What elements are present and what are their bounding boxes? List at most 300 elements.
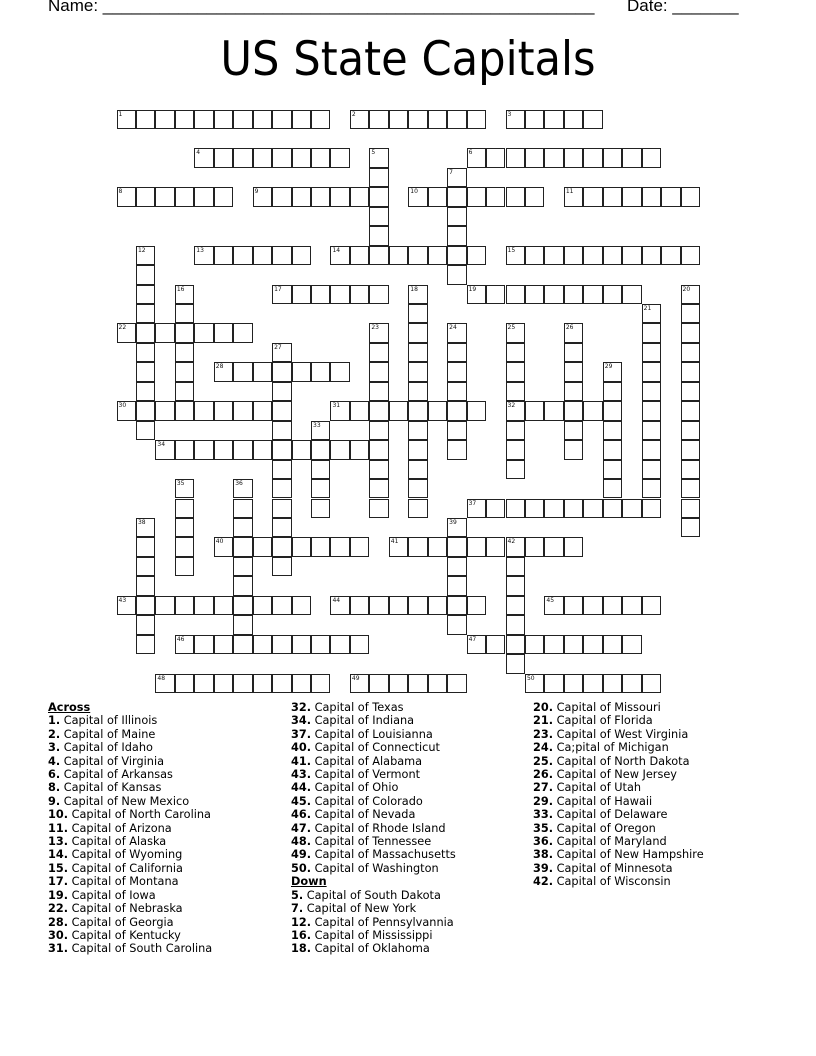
crossword-cell[interactable]: [428, 596, 447, 615]
crossword-cell[interactable]: [544, 401, 563, 420]
crossword-cell[interactable]: [622, 187, 641, 206]
crossword-cell[interactable]: [253, 674, 272, 693]
crossword-cell[interactable]: [350, 401, 369, 420]
crossword-cell[interactable]: [681, 421, 700, 440]
crossword-cell[interactable]: [272, 382, 291, 401]
crossword-cell[interactable]: [292, 635, 311, 654]
crossword-cell[interactable]: [369, 440, 388, 459]
crossword-cell[interactable]: [681, 187, 700, 206]
crossword-cell[interactable]: [117, 401, 136, 420]
crossword-cell[interactable]: [253, 537, 272, 556]
crossword-cell[interactable]: [544, 596, 563, 615]
crossword-cell[interactable]: [311, 460, 330, 479]
crossword-cell[interactable]: [467, 499, 486, 518]
crossword-cell[interactable]: [506, 596, 525, 615]
crossword-cell[interactable]: [642, 246, 661, 265]
crossword-cell[interactable]: [525, 674, 544, 693]
crossword-cell[interactable]: [175, 285, 194, 304]
crossword-cell[interactable]: [408, 421, 427, 440]
crossword-cell[interactable]: [564, 596, 583, 615]
crossword-cell[interactable]: [233, 576, 252, 595]
crossword-cell[interactable]: [506, 285, 525, 304]
crossword-cell[interactable]: [155, 440, 174, 459]
crossword-cell[interactable]: [603, 440, 622, 459]
crossword-cell[interactable]: [194, 187, 213, 206]
crossword-cell[interactable]: [408, 537, 427, 556]
crossword-cell[interactable]: [175, 304, 194, 323]
crossword-cell[interactable]: [467, 148, 486, 167]
crossword-cell[interactable]: [272, 460, 291, 479]
crossword-cell[interactable]: [506, 635, 525, 654]
crossword-cell[interactable]: [525, 148, 544, 167]
crossword-cell[interactable]: [544, 285, 563, 304]
crossword-cell[interactable]: [369, 596, 388, 615]
crossword-cell[interactable]: [544, 148, 563, 167]
crossword-cell[interactable]: [506, 654, 525, 673]
crossword-cell[interactable]: [564, 401, 583, 420]
crossword-cell[interactable]: [311, 635, 330, 654]
crossword-cell[interactable]: [272, 635, 291, 654]
crossword-cell[interactable]: [292, 110, 311, 129]
crossword-cell[interactable]: [155, 401, 174, 420]
crossword-cell[interactable]: [136, 246, 155, 265]
crossword-cell[interactable]: [428, 401, 447, 420]
crossword-cell[interactable]: [408, 110, 427, 129]
crossword-cell[interactable]: [369, 323, 388, 342]
crossword-cell[interactable]: [447, 110, 466, 129]
crossword-cell[interactable]: [330, 362, 349, 381]
crossword-cell[interactable]: [350, 187, 369, 206]
crossword-cell[interactable]: [681, 285, 700, 304]
crossword-cell[interactable]: [447, 382, 466, 401]
crossword-cell[interactable]: [214, 246, 233, 265]
crossword-cell[interactable]: [525, 499, 544, 518]
crossword-cell[interactable]: [311, 110, 330, 129]
crossword-cell[interactable]: [136, 635, 155, 654]
crossword-cell[interactable]: [272, 148, 291, 167]
crossword-cell[interactable]: [292, 440, 311, 459]
crossword-cell[interactable]: [681, 304, 700, 323]
crossword-cell[interactable]: [369, 187, 388, 206]
crossword-cell[interactable]: [467, 285, 486, 304]
crossword-cell[interactable]: [506, 382, 525, 401]
crossword-cell[interactable]: [467, 537, 486, 556]
crossword-cell[interactable]: [525, 187, 544, 206]
crossword-cell[interactable]: [583, 110, 602, 129]
crossword-cell[interactable]: [136, 557, 155, 576]
crossword-cell[interactable]: [642, 479, 661, 498]
crossword-cell[interactable]: [350, 537, 369, 556]
crossword-cell[interactable]: [369, 168, 388, 187]
crossword-cell[interactable]: [311, 285, 330, 304]
crossword-cell[interactable]: [311, 187, 330, 206]
crossword-cell[interactable]: [175, 635, 194, 654]
crossword-cell[interactable]: [117, 110, 136, 129]
crossword-cell[interactable]: [389, 110, 408, 129]
crossword-cell[interactable]: [330, 148, 349, 167]
crossword-cell[interactable]: [369, 382, 388, 401]
crossword-cell[interactable]: [525, 110, 544, 129]
crossword-cell[interactable]: [564, 635, 583, 654]
crossword-cell[interactable]: [233, 440, 252, 459]
crossword-cell[interactable]: [564, 382, 583, 401]
crossword-cell[interactable]: [292, 537, 311, 556]
crossword-cell[interactable]: [467, 596, 486, 615]
crossword-cell[interactable]: [681, 401, 700, 420]
crossword-cell[interactable]: [603, 187, 622, 206]
crossword-cell[interactable]: [194, 674, 213, 693]
crossword-cell[interactable]: [486, 187, 505, 206]
crossword-cell[interactable]: [253, 110, 272, 129]
crossword-cell[interactable]: [272, 401, 291, 420]
crossword-cell[interactable]: [117, 596, 136, 615]
crossword-cell[interactable]: [136, 362, 155, 381]
crossword-cell[interactable]: [583, 674, 602, 693]
crossword-cell[interactable]: [389, 596, 408, 615]
crossword-cell[interactable]: [233, 537, 252, 556]
crossword-cell[interactable]: [408, 187, 427, 206]
crossword-cell[interactable]: [408, 440, 427, 459]
crossword-cell[interactable]: [642, 460, 661, 479]
crossword-cell[interactable]: [136, 265, 155, 284]
crossword-cell[interactable]: [622, 635, 641, 654]
crossword-cell[interactable]: [408, 323, 427, 342]
crossword-cell[interactable]: [603, 460, 622, 479]
crossword-cell[interactable]: [194, 148, 213, 167]
crossword-cell[interactable]: [681, 440, 700, 459]
crossword-cell[interactable]: [506, 557, 525, 576]
crossword-cell[interactable]: [447, 596, 466, 615]
crossword-cell[interactable]: [544, 635, 563, 654]
crossword-cell[interactable]: [408, 285, 427, 304]
crossword-cell[interactable]: [272, 110, 291, 129]
crossword-cell[interactable]: [136, 343, 155, 362]
crossword-cell[interactable]: [447, 674, 466, 693]
crossword-cell[interactable]: [622, 499, 641, 518]
crossword-cell[interactable]: [292, 148, 311, 167]
crossword-cell[interactable]: [233, 401, 252, 420]
crossword-cell[interactable]: [642, 421, 661, 440]
crossword-cell[interactable]: [544, 674, 563, 693]
crossword-cell[interactable]: [603, 674, 622, 693]
crossword-cell[interactable]: [369, 460, 388, 479]
crossword-cell[interactable]: [155, 187, 174, 206]
crossword-cell[interactable]: [447, 226, 466, 245]
crossword-cell[interactable]: [175, 440, 194, 459]
crossword-cell[interactable]: [681, 499, 700, 518]
crossword-cell[interactable]: [642, 674, 661, 693]
crossword-cell[interactable]: [408, 479, 427, 498]
crossword-cell[interactable]: [136, 596, 155, 615]
crossword-cell[interactable]: [544, 499, 563, 518]
crossword-cell[interactable]: [136, 537, 155, 556]
crossword-cell[interactable]: [136, 110, 155, 129]
crossword-cell[interactable]: [233, 635, 252, 654]
crossword-cell[interactable]: [253, 596, 272, 615]
crossword-cell[interactable]: [486, 148, 505, 167]
crossword-cell[interactable]: [175, 479, 194, 498]
crossword-cell[interactable]: [136, 323, 155, 342]
crossword-cell[interactable]: [136, 382, 155, 401]
crossword-cell[interactable]: [311, 362, 330, 381]
crossword-cell[interactable]: [369, 246, 388, 265]
crossword-cell[interactable]: [175, 382, 194, 401]
crossword-cell[interactable]: [194, 596, 213, 615]
crossword-cell[interactable]: [681, 382, 700, 401]
crossword-cell[interactable]: [233, 148, 252, 167]
crossword-cell[interactable]: [194, 323, 213, 342]
crossword-cell[interactable]: [525, 537, 544, 556]
crossword-cell[interactable]: [447, 440, 466, 459]
crossword-cell[interactable]: [272, 440, 291, 459]
crossword-cell[interactable]: [214, 362, 233, 381]
crossword-cell[interactable]: [506, 537, 525, 556]
crossword-cell[interactable]: [350, 596, 369, 615]
crossword-cell[interactable]: [369, 343, 388, 362]
crossword-cell[interactable]: [233, 362, 252, 381]
crossword-cell[interactable]: [233, 615, 252, 634]
crossword-cell[interactable]: [408, 401, 427, 420]
crossword-cell[interactable]: [447, 615, 466, 634]
crossword-cell[interactable]: [292, 596, 311, 615]
crossword-cell[interactable]: [564, 246, 583, 265]
crossword-cell[interactable]: [350, 246, 369, 265]
crossword-cell[interactable]: [155, 674, 174, 693]
crossword-cell[interactable]: [428, 537, 447, 556]
crossword-cell[interactable]: [447, 362, 466, 381]
crossword-cell[interactable]: [136, 285, 155, 304]
crossword-cell[interactable]: [369, 401, 388, 420]
crossword-cell[interactable]: [661, 246, 680, 265]
crossword-cell[interactable]: [233, 596, 252, 615]
crossword-cell[interactable]: [350, 635, 369, 654]
crossword-cell[interactable]: [214, 596, 233, 615]
crossword-cell[interactable]: [155, 110, 174, 129]
crossword-cell[interactable]: [253, 401, 272, 420]
crossword-cell[interactable]: [603, 285, 622, 304]
crossword-cell[interactable]: [681, 479, 700, 498]
crossword-cell[interactable]: [564, 148, 583, 167]
crossword-cell[interactable]: [136, 576, 155, 595]
crossword-cell[interactable]: [603, 499, 622, 518]
crossword-cell[interactable]: [389, 246, 408, 265]
crossword-cell[interactable]: [622, 674, 641, 693]
crossword-cell[interactable]: [369, 362, 388, 381]
crossword-cell[interactable]: [642, 596, 661, 615]
crossword-cell[interactable]: [330, 401, 349, 420]
crossword-cell[interactable]: [681, 518, 700, 537]
crossword-cell[interactable]: [603, 382, 622, 401]
crossword-cell[interactable]: [583, 285, 602, 304]
crossword-cell[interactable]: [506, 246, 525, 265]
crossword-cell[interactable]: [622, 246, 641, 265]
crossword-cell[interactable]: [369, 479, 388, 498]
crossword-cell[interactable]: [603, 148, 622, 167]
crossword-cell[interactable]: [233, 110, 252, 129]
crossword-cell[interactable]: [506, 576, 525, 595]
crossword-cell[interactable]: [311, 440, 330, 459]
crossword-cell[interactable]: [194, 440, 213, 459]
crossword-cell[interactable]: [175, 557, 194, 576]
crossword-cell[interactable]: [564, 421, 583, 440]
crossword-cell[interactable]: [506, 499, 525, 518]
crossword-cell[interactable]: [253, 187, 272, 206]
crossword-cell[interactable]: [175, 537, 194, 556]
crossword-cell[interactable]: [272, 187, 291, 206]
crossword-cell[interactable]: [447, 576, 466, 595]
crossword-cell[interactable]: [681, 343, 700, 362]
crossword-cell[interactable]: [564, 285, 583, 304]
crossword-cell[interactable]: [447, 187, 466, 206]
crossword-cell[interactable]: [350, 285, 369, 304]
crossword-cell[interactable]: [389, 401, 408, 420]
crossword-cell[interactable]: [583, 401, 602, 420]
crossword-cell[interactable]: [447, 537, 466, 556]
crossword-cell[interactable]: [330, 440, 349, 459]
crossword-cell[interactable]: [214, 187, 233, 206]
crossword-cell[interactable]: [214, 537, 233, 556]
crossword-cell[interactable]: [622, 148, 641, 167]
crossword-cell[interactable]: [564, 499, 583, 518]
crossword-cell[interactable]: [369, 110, 388, 129]
crossword-cell[interactable]: [486, 537, 505, 556]
crossword-cell[interactable]: [136, 421, 155, 440]
crossword-cell[interactable]: [389, 537, 408, 556]
crossword-cell[interactable]: [506, 323, 525, 342]
crossword-cell[interactable]: [233, 518, 252, 537]
crossword-cell[interactable]: [525, 246, 544, 265]
crossword-cell[interactable]: [642, 382, 661, 401]
crossword-cell[interactable]: [292, 285, 311, 304]
crossword-cell[interactable]: [447, 518, 466, 537]
crossword-cell[interactable]: [330, 187, 349, 206]
crossword-cell[interactable]: [272, 362, 291, 381]
crossword-cell[interactable]: [642, 362, 661, 381]
crossword-cell[interactable]: [330, 285, 349, 304]
crossword-cell[interactable]: [117, 323, 136, 342]
crossword-cell[interactable]: [155, 596, 174, 615]
crossword-cell[interactable]: [525, 635, 544, 654]
crossword-cell[interactable]: [272, 518, 291, 537]
crossword-cell[interactable]: [544, 537, 563, 556]
crossword-cell[interactable]: [642, 148, 661, 167]
crossword-cell[interactable]: [369, 207, 388, 226]
crossword-cell[interactable]: [311, 479, 330, 498]
crossword-cell[interactable]: [233, 479, 252, 498]
crossword-cell[interactable]: [175, 187, 194, 206]
crossword-cell[interactable]: [506, 440, 525, 459]
crossword-cell[interactable]: [408, 674, 427, 693]
crossword-cell[interactable]: [447, 323, 466, 342]
crossword-cell[interactable]: [350, 440, 369, 459]
crossword-cell[interactable]: [428, 187, 447, 206]
crossword-cell[interactable]: [233, 323, 252, 342]
crossword-cell[interactable]: [136, 518, 155, 537]
crossword-cell[interactable]: [506, 421, 525, 440]
crossword-cell[interactable]: [467, 246, 486, 265]
crossword-cell[interactable]: [622, 596, 641, 615]
crossword-cell[interactable]: [408, 246, 427, 265]
crossword-cell[interactable]: [292, 246, 311, 265]
crossword-cell[interactable]: [330, 596, 349, 615]
crossword-cell[interactable]: [603, 635, 622, 654]
crossword-cell[interactable]: [194, 401, 213, 420]
crossword-cell[interactable]: [408, 382, 427, 401]
crossword-cell[interactable]: [408, 304, 427, 323]
crossword-cell[interactable]: [447, 265, 466, 284]
crossword-cell[interactable]: [506, 187, 525, 206]
crossword-cell[interactable]: [583, 596, 602, 615]
crossword-cell[interactable]: [214, 440, 233, 459]
crossword-cell[interactable]: [175, 343, 194, 362]
crossword-cell[interactable]: [330, 635, 349, 654]
crossword-cell[interactable]: [292, 674, 311, 693]
crossword-cell[interactable]: [486, 635, 505, 654]
crossword-cell[interactable]: [603, 362, 622, 381]
crossword-cell[interactable]: [564, 343, 583, 362]
crossword-cell[interactable]: [681, 323, 700, 342]
crossword-cell[interactable]: [447, 401, 466, 420]
crossword-cell[interactable]: [506, 343, 525, 362]
crossword-cell[interactable]: [311, 421, 330, 440]
crossword-cell[interactable]: [136, 304, 155, 323]
crossword-cell[interactable]: [525, 285, 544, 304]
crossword-cell[interactable]: [642, 187, 661, 206]
crossword-cell[interactable]: [564, 440, 583, 459]
crossword-cell[interactable]: [214, 401, 233, 420]
crossword-cell[interactable]: [603, 401, 622, 420]
crossword-cell[interactable]: [369, 285, 388, 304]
crossword-cell[interactable]: [253, 148, 272, 167]
crossword-cell[interactable]: [428, 246, 447, 265]
crossword-cell[interactable]: [642, 304, 661, 323]
crossword-cell[interactable]: [214, 635, 233, 654]
crossword-cell[interactable]: [564, 187, 583, 206]
crossword-cell[interactable]: [564, 110, 583, 129]
crossword-cell[interactable]: [369, 226, 388, 245]
crossword-cell[interactable]: [525, 401, 544, 420]
crossword-cell[interactable]: [506, 110, 525, 129]
crossword-cell[interactable]: [214, 110, 233, 129]
crossword-cell[interactable]: [544, 246, 563, 265]
crossword-cell[interactable]: [136, 401, 155, 420]
crossword-cell[interactable]: [506, 148, 525, 167]
crossword-cell[interactable]: [564, 537, 583, 556]
crossword-cell[interactable]: [214, 323, 233, 342]
crossword-cell[interactable]: [272, 421, 291, 440]
crossword-cell[interactable]: [408, 343, 427, 362]
crossword-cell[interactable]: [175, 674, 194, 693]
crossword-cell[interactable]: [467, 635, 486, 654]
crossword-cell[interactable]: [136, 187, 155, 206]
crossword-cell[interactable]: [292, 362, 311, 381]
crossword-cell[interactable]: [583, 246, 602, 265]
crossword-cell[interactable]: [233, 246, 252, 265]
crossword-cell[interactable]: [311, 148, 330, 167]
crossword-cell[interactable]: [175, 401, 194, 420]
crossword-cell[interactable]: [330, 246, 349, 265]
crossword-cell[interactable]: [214, 148, 233, 167]
crossword-cell[interactable]: [175, 518, 194, 537]
crossword-cell[interactable]: [447, 168, 466, 187]
crossword-cell[interactable]: [564, 323, 583, 342]
crossword-cell[interactable]: [233, 674, 252, 693]
crossword-cell[interactable]: [311, 674, 330, 693]
crossword-cell[interactable]: [681, 460, 700, 479]
crossword-cell[interactable]: [408, 460, 427, 479]
crossword-cell[interactable]: [661, 187, 680, 206]
crossword-cell[interactable]: [467, 401, 486, 420]
